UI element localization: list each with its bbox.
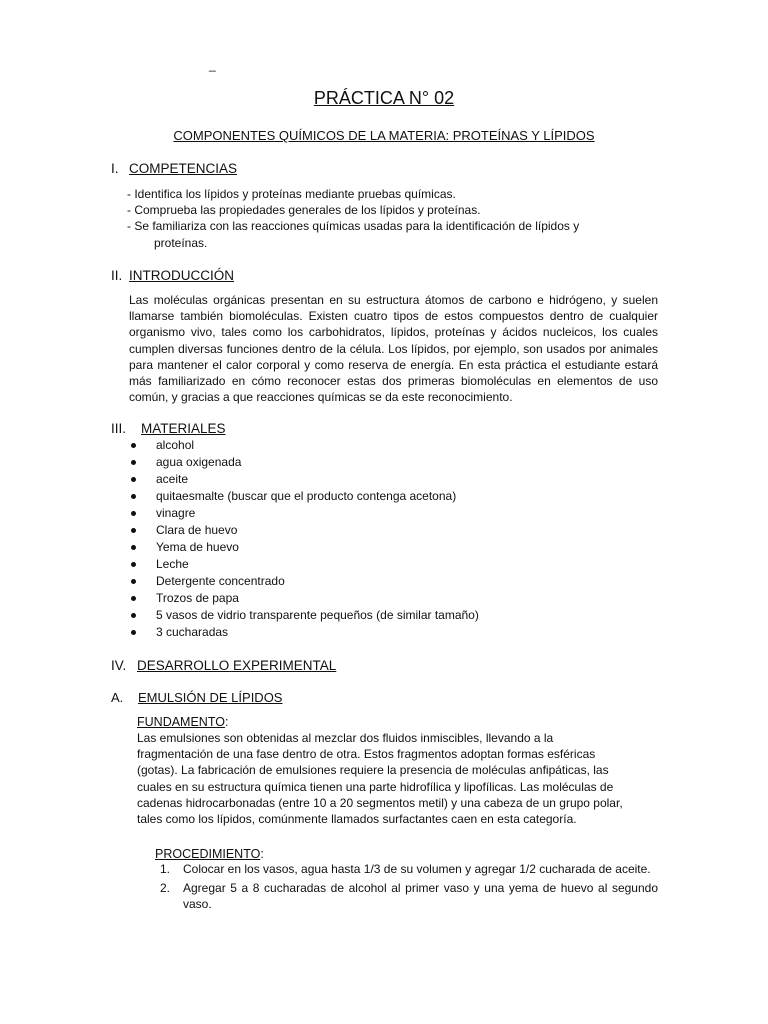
section-number: II. xyxy=(111,268,123,283)
materiales-list xyxy=(131,437,479,641)
subsection-number: A. xyxy=(111,690,124,705)
list-item: agua oxigenada xyxy=(131,454,479,471)
bullet-icon xyxy=(131,630,136,635)
fundamento-line: fragmentación de una fase dentro de otra. Estos fragmentos adoptan formas esféricas xyxy=(137,747,596,762)
procedimiento-heading xyxy=(155,846,264,862)
section-title: MATERIALES xyxy=(141,421,226,436)
step-item xyxy=(160,861,658,878)
fundamento-paragraph xyxy=(137,730,667,827)
competencia-item: - Identifica los lípidos y proteínas mediante pruebas químicas. xyxy=(127,187,456,201)
procedimiento-steps xyxy=(160,861,658,915)
subsection-heading-emulsion xyxy=(111,690,282,705)
competencia-item: - Se familiariza con las reacciones químicas usadas para la identificación de lípidos y xyxy=(127,219,580,234)
list-item: 3 cucharadas xyxy=(131,624,479,641)
list-item: Clara de huevo xyxy=(131,522,479,539)
subsection-title: EMULSIÓN DE LÍPIDOS xyxy=(138,690,283,705)
list-item: Detergente concentrado xyxy=(131,573,479,590)
page-title: PRÁCTICA N° 02 xyxy=(313,88,455,108)
fundamento-line: cadenas hidrocarbonadas (entre 10 a 20 segmentos metil) y una cabeza de un grupo polar, xyxy=(137,795,623,810)
step-number: 2. xyxy=(160,880,171,895)
fundamento-colon: : xyxy=(224,715,229,729)
competencias-list xyxy=(127,186,627,251)
competencia-item-continuation: proteínas. xyxy=(154,235,208,250)
competencia-item: - Comprueba las propiedades generales de los lípidos y proteínas. xyxy=(127,203,481,218)
section-number: III. xyxy=(111,421,127,436)
bullet-icon xyxy=(131,528,136,533)
bullet-icon xyxy=(131,477,136,482)
list-item: vinagre xyxy=(131,505,479,522)
step-item xyxy=(160,880,658,913)
section-number: IV. xyxy=(111,658,127,673)
section-title: DESARROLLO EXPERIMENTAL xyxy=(137,658,337,673)
list-item: Leche xyxy=(131,556,479,573)
section-heading-materiales xyxy=(111,421,226,436)
bullet-icon xyxy=(131,579,136,584)
bullet-icon xyxy=(131,494,136,499)
section-title: INTRODUCCIÓN xyxy=(129,268,234,283)
fundamento-line: cuales en su estructura química tienen una parte hidrofílica y lipofílicas. Las moléculas de xyxy=(137,779,614,794)
bullet-icon xyxy=(131,511,136,516)
header-mark: _ xyxy=(209,58,216,72)
section-heading-desarrollo xyxy=(111,658,336,673)
fundamento-label: FUNDAMENTO xyxy=(137,715,225,729)
list-item: Trozos de papa xyxy=(131,590,479,607)
section-title: COMPETENCIAS xyxy=(129,161,238,176)
fundamento-line: Las emulsiones son obtenidas al mezclar dos fluidos inmiscibles, llevando a la xyxy=(137,731,554,745)
step-text: Colocar en los vasos, agua hasta 1/3 de su volumen y agregar 1/2 cucharada de aceite. xyxy=(183,862,651,876)
list-item: quitaesmalte (buscar que el producto contenga acetona) xyxy=(131,488,479,505)
list-item: Yema de huevo xyxy=(131,539,479,556)
bullet-icon xyxy=(131,562,136,567)
introduccion-paragraph: Las moléculas orgánicas presentan en su estructura átomos de carbono e hidrógeno, y suelen llamarse también biomoléculas. Existen cuatro tipos de estos compuestos dentro de cualquier organismo vivo, tales como los carbohidratos, lípidos, proteínas y ácidos nucleicos, los cuales cumplen diversas funciones dentro de la célula. Los lípidos, por ejemplo, son usados por animales para mantener el calor corporal y como reserva de energía. En esta práctica el estudiante estará más familiarizado en cómo reconocer estas dos primeras biomoléculas en elementos de uso común, y gracias a que reacciones químicas se da este reconocimiento. xyxy=(129,293,658,405)
procedimiento-colon: : xyxy=(260,847,264,861)
step-text: Agregar 5 a 8 cucharadas de alcohol al primer vaso y una yema de huevo al segundo vaso. xyxy=(183,880,658,911)
page-subtitle: COMPONENTES QUÍMICOS DE LA MATERIA: PROTEÍNAS Y LÍPIDOS xyxy=(173,128,595,143)
section-heading-introduccion xyxy=(111,268,234,283)
list-item: aceite xyxy=(131,471,479,488)
list-item: alcohol xyxy=(131,437,479,454)
bullet-icon xyxy=(131,596,136,601)
bullet-icon xyxy=(131,460,136,465)
fundamento-line: (gotas). La fabricación de emulsiones requiere la presencia de moléculas anfipáticas, las xyxy=(137,763,609,778)
section-number: I. xyxy=(111,161,119,176)
section-heading-competencias xyxy=(111,161,237,176)
step-number: 1. xyxy=(160,862,171,876)
list-item: 5 vasos de vidrio transparente pequeños (de similar tamaño) xyxy=(131,607,479,624)
bullet-icon xyxy=(131,443,136,448)
bullet-icon xyxy=(131,613,136,618)
bullet-icon xyxy=(131,545,136,550)
fundamento-line: tales como los lípidos, comúnmente llamados surfactantes caen en esta categoría. xyxy=(137,812,577,827)
fundamento-heading xyxy=(137,714,228,730)
procedimiento-label: PROCEDIMIENTO xyxy=(155,847,261,861)
